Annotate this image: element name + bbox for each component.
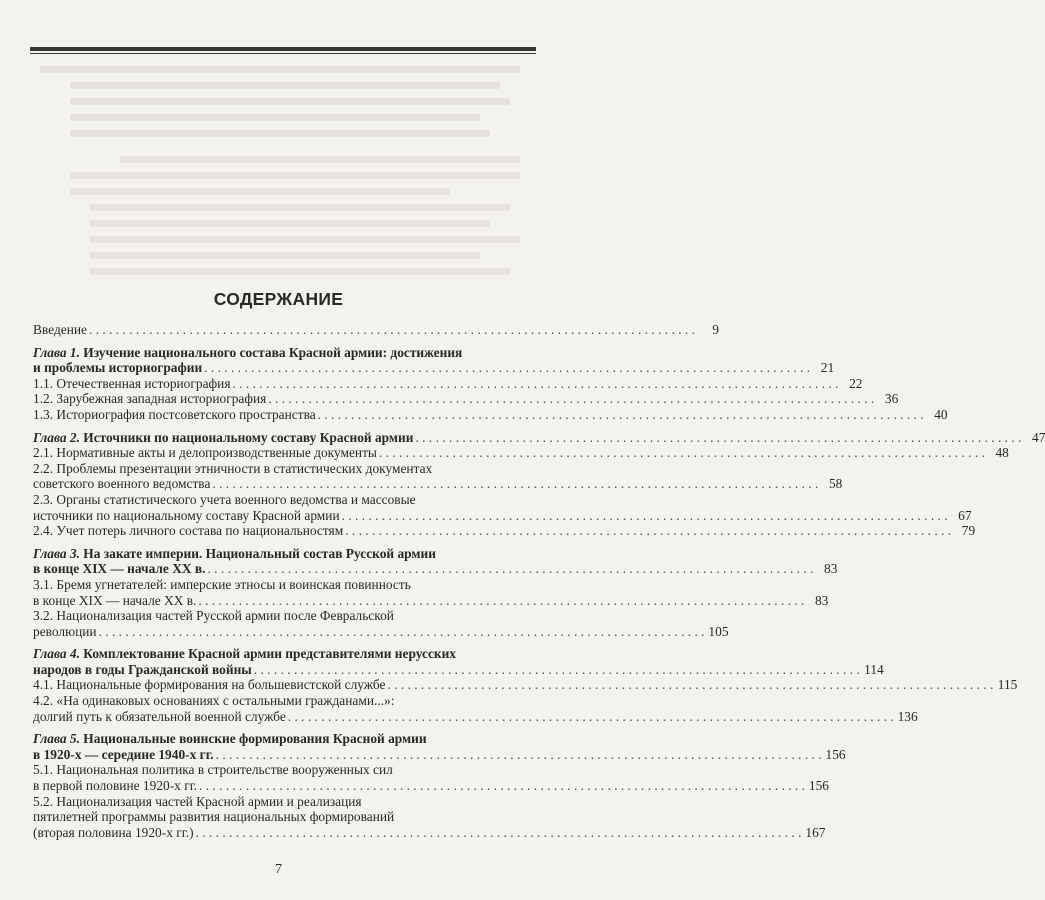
- toc-entry-last-line: [33, 677, 1018, 693]
- page-number: 7: [275, 862, 282, 877]
- toc-page-number: 83: [824, 561, 838, 577]
- dot-leader: [342, 508, 948, 524]
- dot-leader: [379, 445, 985, 461]
- entry-text: 4.2. «На одинаковых основаниях с остальными гражданами...»:: [33, 693, 395, 709]
- entry-text: пятилетней программы развития национальных формирований: [33, 809, 395, 825]
- toc-entry-last-line: [33, 507, 972, 524]
- entry-text: [33, 430, 413, 446]
- toc-page-number: 167: [805, 824, 826, 840]
- toc-entry-last-line: [33, 375, 863, 392]
- toc-page-number: 115: [997, 677, 1018, 693]
- entry-text: [33, 360, 202, 376]
- toc-entry-line: [33, 794, 519, 810]
- dot-leader: [196, 825, 802, 841]
- entry-text-end: 2.1. Нормативные акты и делопроизводственные документы: [33, 445, 377, 461]
- toc-entry-last-line: [33, 824, 826, 841]
- toc-section[interactable]: [33, 677, 1018, 693]
- entry-text-end: 1.3. Историография постсоветского пространства: [33, 406, 316, 422]
- dot-leader: [99, 624, 705, 640]
- entry-text: 5.1. Национальная политика в строительстве вооруженных сил: [33, 762, 393, 778]
- entry-text: [33, 476, 210, 492]
- entry-text-end: 1.2. Зарубежная западная историография: [33, 391, 267, 407]
- dot-leader: [345, 523, 951, 539]
- dot-leader: [233, 376, 839, 392]
- entry-text-end: 1.1. Отечественная историография: [33, 375, 231, 391]
- toc-entry-last-line: [33, 778, 829, 794]
- chapter-title-text: Комплектование Красной армии представителями нерусских: [83, 646, 457, 662]
- header-rule-thin: [30, 53, 536, 54]
- contents-title: СОДЕРЖАНИЕ: [213, 289, 344, 309]
- toc-page-number: 156: [825, 746, 846, 762]
- entry-text-end: в конце XIX — начале XX в.: [33, 592, 197, 608]
- chapter-title-text: Источники по национальному составу Красной армии: [83, 429, 414, 445]
- entry-text-end: 4.1. Национальные формирования на большевистской службе: [33, 677, 386, 693]
- toc-section[interactable]: [33, 762, 829, 794]
- entry-text: [33, 778, 197, 794]
- toc-page-number: 83: [814, 592, 829, 608]
- chapter-label: Глава 4.: [33, 646, 80, 662]
- toc-page-number: 156: [808, 778, 829, 794]
- toc-entry-last-line: [33, 623, 729, 640]
- toc-chapter[interactable]: [33, 731, 846, 762]
- toc-section[interactable]: [33, 491, 972, 523]
- toc-section[interactable]: [33, 793, 826, 841]
- toc-entry-line: [33, 646, 519, 662]
- entry-text-end: источники по национальному составу Красной армии: [33, 507, 340, 523]
- entry-text: [33, 561, 205, 577]
- chapter-label: Глава 3.: [33, 545, 80, 561]
- toc-page-number: 48: [995, 445, 1009, 461]
- entry-text-end: в первой половине 1920-х гг.: [33, 778, 198, 794]
- toc-entry-last-line: [33, 476, 843, 492]
- entry-text-end: (вторая половина 1920-х гг.): [33, 824, 194, 840]
- entry-text: [33, 662, 252, 678]
- chapter-label: Глава 5.: [33, 731, 80, 747]
- entry-text-end: революции: [33, 623, 97, 639]
- toc-page-number: 136: [897, 708, 918, 724]
- entry-text: [33, 445, 377, 461]
- entry-text-end: Введение: [33, 322, 87, 337]
- entry-text: [33, 593, 196, 609]
- toc-page-number: 58: [828, 476, 843, 492]
- chapter-title-text: Национальные воинские формирования Красной армии: [83, 731, 427, 747]
- toc-chapter[interactable]: [33, 429, 1045, 446]
- entry-text: [33, 624, 97, 640]
- toc-chapter[interactable]: [33, 545, 838, 577]
- entry-text: 3.1. Бремя угнетателей: имперские этносы и воинская повинность: [33, 576, 411, 592]
- toc-entry-last-line: [33, 360, 835, 376]
- toc-entry-last-line: [33, 391, 899, 407]
- toc-entry-line: [33, 762, 519, 778]
- entry-text: [33, 391, 266, 407]
- toc-entry-line: [33, 461, 519, 477]
- toc-section[interactable]: [33, 523, 976, 539]
- toc-chapter[interactable]: [33, 646, 884, 677]
- entry-text: [33, 376, 231, 392]
- dot-leader: [199, 778, 805, 794]
- entry-text: 2.2. Проблемы презентации этничности в статистических документах: [33, 460, 433, 476]
- toc-introduction[interactable]: [33, 322, 719, 338]
- entry-text-end: в конце XIX — начале XX в.: [33, 561, 206, 577]
- dot-leader: [318, 407, 924, 423]
- toc-entry-last-line: [33, 322, 719, 338]
- toc-entry-line: [33, 492, 519, 508]
- chapter-label: Глава 2.: [33, 429, 80, 445]
- entry-text-end: советского военного ведомства: [33, 476, 211, 492]
- toc-entry-last-line: [33, 406, 948, 423]
- toc-entry-last-line: [33, 746, 846, 763]
- toc-page-number: 79: [961, 523, 976, 539]
- entry-text: [33, 322, 87, 338]
- entry-text: 2.3. Органы статистического учета военного ведомства и массовые: [33, 491, 416, 507]
- dot-leader: [207, 561, 813, 577]
- header-rule-thick: [30, 47, 536, 51]
- dot-leader: [415, 430, 1021, 446]
- dot-leader: [288, 709, 894, 725]
- entry-text-end: 2.4. Учет потерь личного состава по национальностям: [33, 523, 344, 539]
- toc-entry-last-line: [33, 592, 829, 609]
- dot-leader: [89, 322, 695, 338]
- toc-entry-line: [33, 546, 519, 562]
- dot-leader: [387, 677, 993, 693]
- toc-entry-line: [33, 809, 519, 825]
- chapter-title-text: На закате империи. Национальный состав Русской армии: [83, 545, 436, 561]
- toc-page-number: 9: [712, 322, 719, 337]
- entry-text: 5.2. Национализация частей Красной армии и реализация: [33, 793, 362, 809]
- toc-entry-line: [33, 345, 519, 361]
- entry-text: [33, 407, 316, 423]
- toc-section[interactable]: [33, 576, 829, 608]
- toc-entry-line: [33, 731, 519, 747]
- entry-text: [33, 677, 385, 693]
- toc-section[interactable]: [33, 693, 918, 724]
- toc-section[interactable]: [33, 391, 899, 407]
- toc-entry-last-line: [33, 523, 976, 539]
- dot-leader: [204, 360, 810, 376]
- chapter-label: Глава 1.: [33, 344, 80, 360]
- toc-page-number: 67: [958, 507, 972, 523]
- dot-leader: [254, 662, 860, 678]
- toc-entry-line: [33, 577, 519, 593]
- toc-entry-last-line: [33, 661, 884, 678]
- dot-leader: [198, 593, 804, 609]
- entry-text: [33, 747, 214, 763]
- table-of-contents: [33, 318, 1045, 840]
- toc-page-number: 114: [864, 661, 884, 677]
- entry-text-end: в 1920-х — середине 1940-х гг.: [33, 746, 214, 762]
- toc-entry-last-line: [33, 445, 1009, 461]
- toc-page-number: 22: [849, 375, 863, 391]
- entry-text-end: народов в годы Гражданской войны: [33, 661, 252, 677]
- entry-text: [33, 523, 343, 539]
- chapter-title-text: Изучение национального состава Красной армии: достижения: [83, 344, 463, 360]
- toc-page-number: 47: [1032, 429, 1045, 445]
- toc-section[interactable]: [33, 406, 948, 423]
- toc-section[interactable]: [33, 375, 863, 392]
- entry-text-end: долгий путь к обязательной военной службе: [33, 708, 286, 724]
- toc-page-number: 105: [708, 623, 729, 639]
- toc-entry-line: [33, 693, 519, 709]
- entry-text: [33, 825, 194, 841]
- dot-leader: [216, 747, 822, 763]
- toc-entry-last-line: [33, 708, 918, 725]
- toc-page-number: 21: [820, 360, 835, 376]
- toc-section[interactable]: [33, 445, 1009, 461]
- dot-leader: [212, 476, 818, 492]
- entry-text: [33, 709, 286, 725]
- toc-chapter[interactable]: [33, 344, 835, 376]
- toc-page-number: 36: [884, 391, 899, 407]
- toc-entry-line: [33, 608, 519, 624]
- entry-text: 3.2. Национализация частей Русской армии после Февральской: [33, 608, 394, 624]
- toc-section[interactable]: [33, 460, 843, 492]
- toc-entry-last-line: [33, 561, 838, 577]
- toc-entry-last-line: [33, 429, 1045, 446]
- toc-page-number: 40: [934, 406, 948, 422]
- entry-text: [33, 508, 340, 524]
- toc-section[interactable]: [33, 608, 729, 639]
- dot-leader: [268, 391, 874, 407]
- entry-text-end: и проблемы историографии: [33, 360, 203, 376]
